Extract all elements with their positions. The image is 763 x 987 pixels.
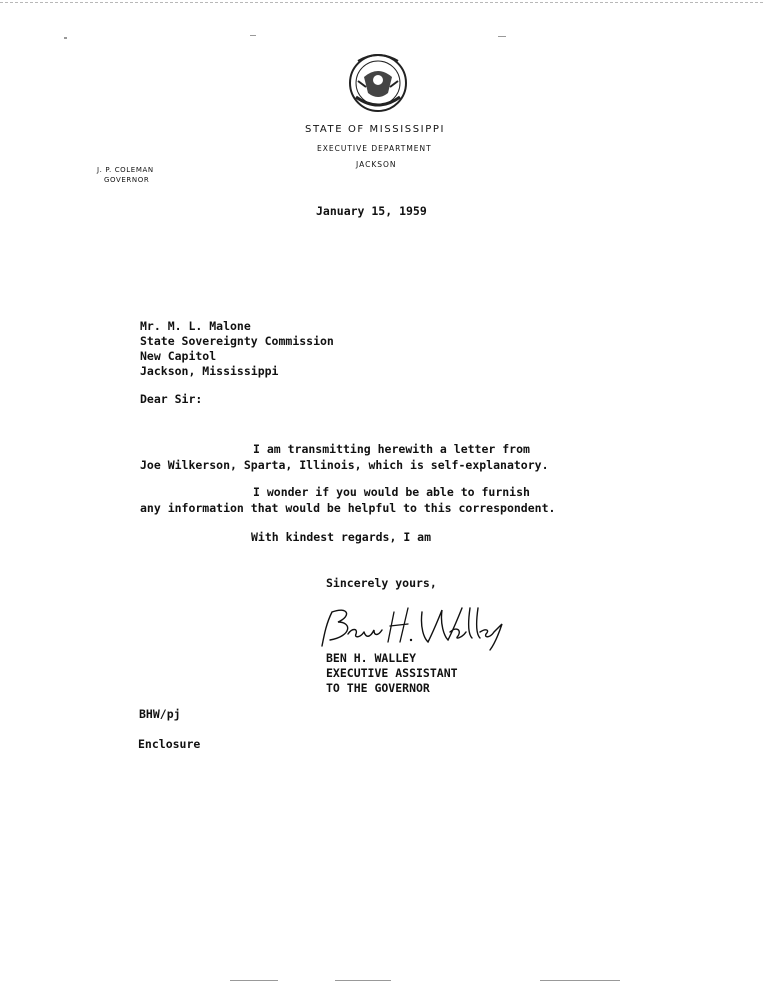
letterhead-city: JACKSON <box>356 160 397 169</box>
scan-speck <box>64 37 67 39</box>
body-paragraph-1-line-1: I am transmitting herewith a letter from <box>253 442 530 456</box>
signer-title: EXECUTIVE ASSISTANT <box>326 666 458 680</box>
letterhead-department: EXECUTIVE DEPARTMENT <box>317 144 432 153</box>
governor-title: GOVERNOR <box>104 176 150 184</box>
signer-name: BEN H. WALLEY <box>326 651 417 665</box>
scan-speck <box>230 980 278 981</box>
signer-title-2: TO THE GOVERNOR <box>326 681 430 695</box>
body-paragraph-1-line-2: Joe Wilkerson, Sparta, Illinois, which is self-explanatory. <box>140 458 549 472</box>
scan-speck <box>335 980 391 981</box>
reference-initials: BHW/pj <box>139 707 181 721</box>
scan-speck <box>498 36 506 37</box>
state-seal-icon <box>344 47 412 115</box>
letter-date: January 15, 1959 <box>316 204 427 218</box>
letterhead-state: STATE OF MISSISSIPPI <box>305 124 446 135</box>
recipient-line: State Sovereignty Commission <box>140 334 334 348</box>
signature-block <box>326 651 458 696</box>
recipient-line: New Capitol <box>140 349 217 363</box>
body-paragraph-2-line-2: any information that would be helpful to this correspondent. <box>140 501 556 515</box>
scan-speck <box>250 35 256 36</box>
regards-line: With kindest regards, I am <box>251 530 432 544</box>
page-top-border <box>0 2 763 3</box>
scan-speck <box>540 980 620 981</box>
handwritten-signature <box>318 602 508 652</box>
recipient-line: Mr. M. L. Malone <box>140 319 251 333</box>
complimentary-closing: Sincerely yours, <box>326 576 437 590</box>
enclosure-notation: Enclosure <box>138 737 201 751</box>
salutation: Dear Sir: <box>140 392 203 406</box>
governor-name: J. P. COLEMAN <box>97 166 154 174</box>
body-paragraph-2-line-1: I wonder if you would be able to furnish <box>253 485 530 499</box>
recipient-line: Jackson, Mississippi <box>140 364 279 378</box>
recipient-address <box>140 319 334 379</box>
